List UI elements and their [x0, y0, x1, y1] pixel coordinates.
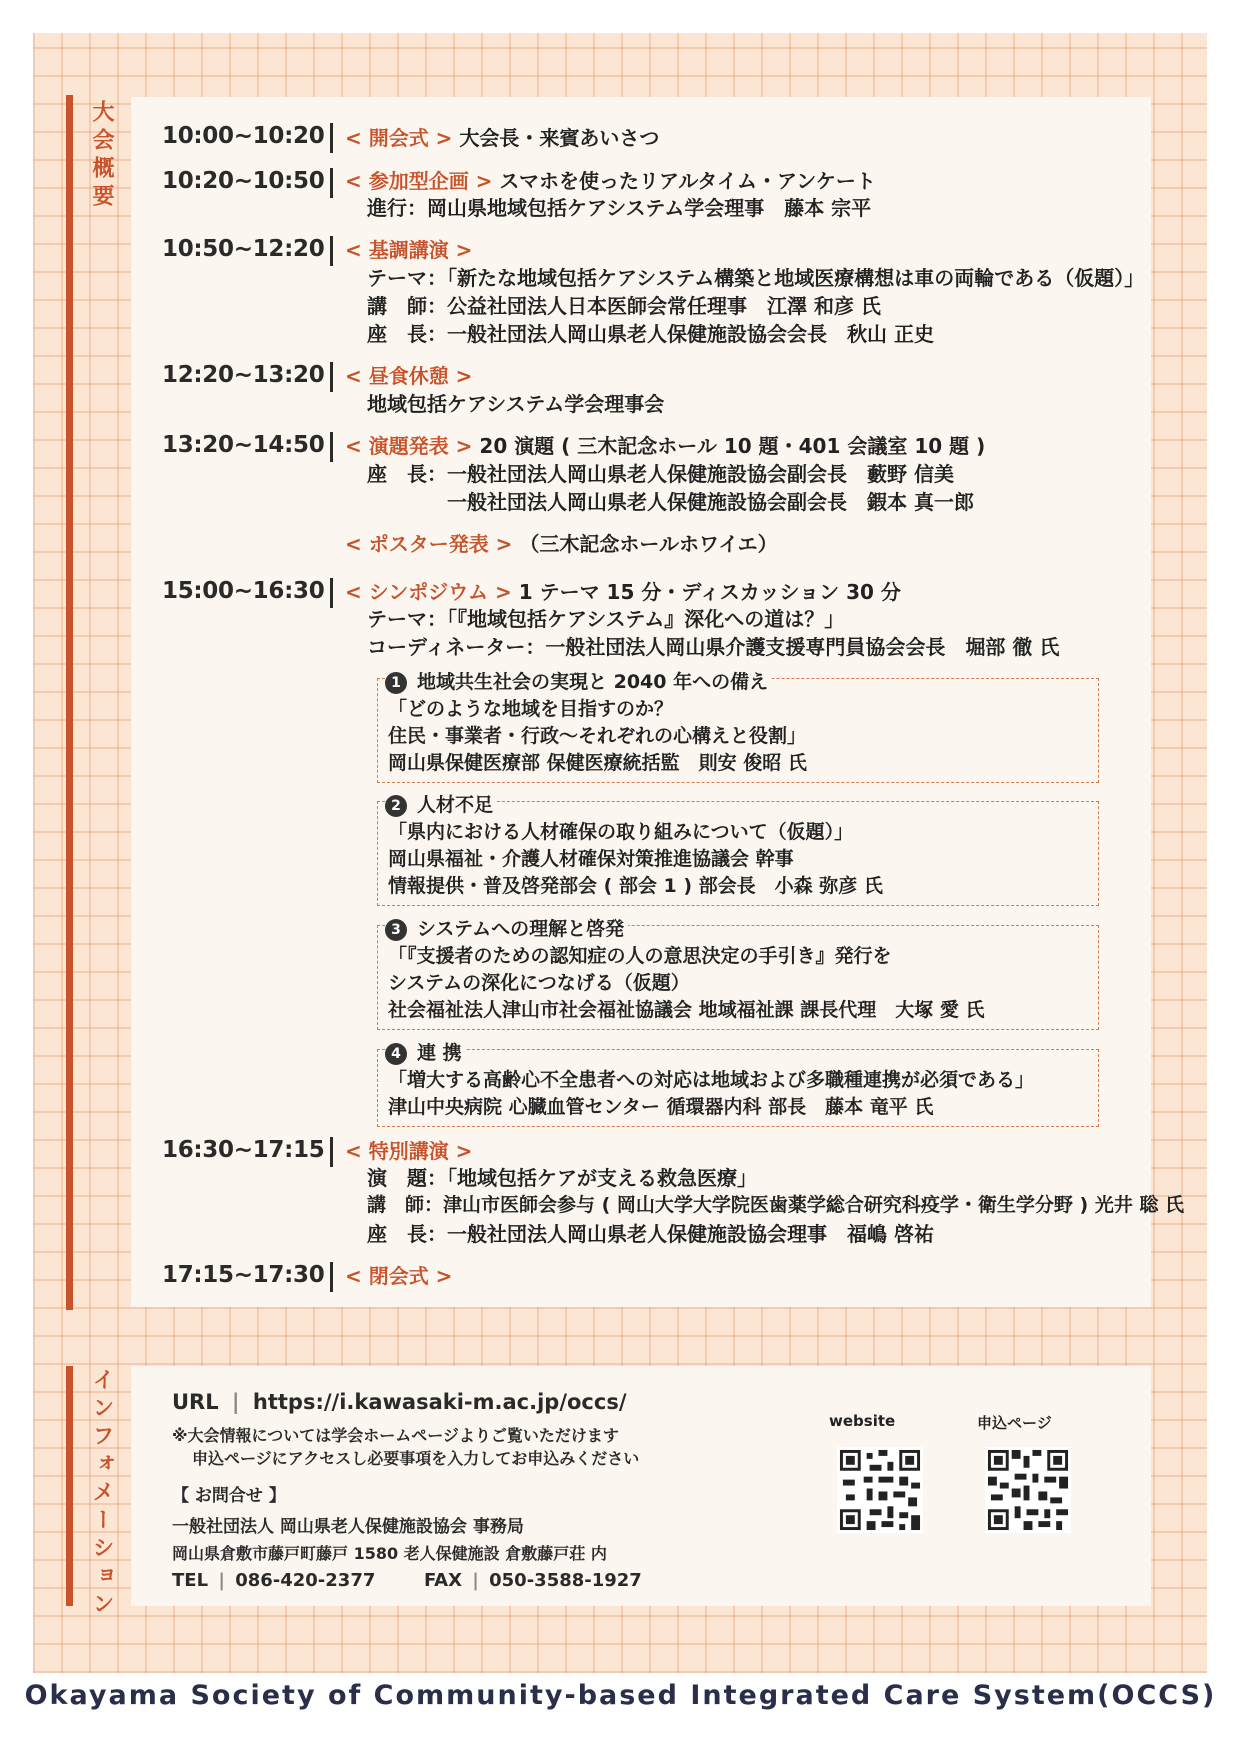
info-note: 申込ページにアクセスし必要事項を入力してお申込みください: [192, 1449, 640, 1468]
url-label: URL: [172, 1390, 219, 1414]
session-detail: 一般社団法人岡山県老人保健施設協会副会長 鍜本 真一郎: [447, 490, 974, 514]
symposium-topic-line: 岡山県保健医療部 保健医療統括監 則安 俊昭 氏: [388, 752, 807, 774]
session-heading: [345, 360, 472, 389]
contact-heading: 【 お問合せ 】: [172, 1486, 286, 1506]
qr-code-icon[interactable]: [985, 1447, 1071, 1533]
symposium-topic-line: システムの深化につなげる（仮題）: [388, 972, 690, 994]
session-detail: 座 長：一般社団法人岡山県老人保健施設協会会長 秋山 正史: [367, 322, 934, 346]
time-slot: 17:15~17:30: [162, 1262, 325, 1288]
session-detail: 講 師：津山市医師会参与 ( 岡山大学大学院医歯薬学総合研究科疫学・衛生学分野 ) 光井 聡 氏: [367, 1194, 1185, 1216]
session-title: 20 演題 ( 三木記念ホール 10 題・401 会議室 10 題 ): [479, 434, 986, 458]
session-detail: 講 師：公益社団法人日本医師会常任理事 江澤 和彦 氏: [367, 294, 881, 318]
session-tag: < 参加型企画 >: [345, 169, 493, 193]
topic-number-badge: 4: [385, 1043, 407, 1065]
topic-number-badge: 1: [385, 672, 407, 694]
fax-label: FAX: [423, 1570, 462, 1591]
organization-footer: Okayama Society of Community-based Integrated Care System(OCCS): [24, 1680, 1217, 1711]
time-slot: 10:50~12:20: [162, 236, 325, 262]
session-tag: < ポスター発表 >: [345, 532, 513, 556]
symposium-topic-line: 「増大する高齢心不全患者への対応は地域および多職種連携が必須である」: [388, 1069, 1035, 1091]
session-heading: [345, 122, 659, 151]
section-title-info: インフォメーション: [89, 1368, 114, 1620]
time-slot: 16:30~17:15: [162, 1137, 325, 1163]
time-slot: 10:00~10:20: [162, 123, 325, 149]
symposium-topic-title: 3 システムへの理解と啓発: [385, 914, 628, 941]
contact-org: 一般社団法人 岡山県老人保健施設協会 事務局: [172, 1517, 524, 1537]
session-title: 大会長・来賓あいさつ: [459, 126, 660, 150]
tel-label: TEL: [172, 1570, 209, 1591]
session-title: （三木記念ホールホワイエ）: [519, 532, 778, 556]
session-heading: [345, 576, 901, 605]
tel-number: 086-420-2377: [235, 1570, 376, 1591]
session-heading: [345, 234, 472, 263]
symposium-topic-line: 住民・事業者・行政～それぞれの心構えと役割」: [388, 725, 807, 747]
session-detail: コーディネーター：一般社団法人岡山県介護支援専門員協会会長 堀部 徹 氏: [367, 635, 1060, 659]
symposium-topic-line: 「県内における人材確保の取り組みについて（仮題）」: [388, 821, 854, 843]
session-tag: < 演題発表 >: [345, 434, 473, 458]
symposium-topic-line: 「『支援者のための認知症の人の意思決定の手引き』発行を: [388, 945, 892, 967]
session-detail: 進行：岡山県地域包括ケアシステム学会理事 藤本 宗平: [367, 196, 872, 220]
qr-apply-label: 申込ページ: [977, 1414, 1052, 1432]
session-detail: テーマ：「新たな地域包括ケアシステム構築と地域医療構想は車の両輪である（仮題）」: [367, 266, 1145, 290]
time-slot: 12:20~13:20: [162, 362, 325, 388]
session-title: スマホを使ったリアルタイム・アンケート: [499, 169, 876, 193]
session-tag: < 基調講演 >: [345, 238, 473, 262]
session-title: 1 テーマ 15 分・ディスカッション 30 分: [518, 580, 901, 604]
session-detail: 座 長：一般社団法人岡山県老人保健施設協会理事 福嶋 啓祐: [367, 1222, 934, 1246]
topic-number-badge: 2: [385, 795, 407, 817]
session-tag: < 閉会式 >: [345, 1264, 453, 1288]
section-title-program: 大会概要: [89, 100, 114, 212]
qr-website-label: website: [829, 1412, 896, 1430]
time-slot: 10:20~10:50: [162, 168, 325, 194]
symposium-topic-line: 岡山県福祉・介護人材確保対策推進協議会 幹事: [388, 848, 794, 870]
session-heading: [345, 165, 876, 194]
session-tag: < シンポジウム >: [345, 580, 512, 604]
sidebar-accent-bar: [66, 1366, 73, 1606]
contact-address: 岡山県倉敷市藤戸町藤戸 1580 老人保健施設 倉敷藤戸荘 内: [172, 1544, 607, 1563]
symposium-topic-title: 4 連 携: [385, 1038, 466, 1065]
poster-heading: [345, 528, 778, 557]
symposium-topic-line: 津山中央病院 心臓血管センター 循環器内科 部長 藤本 竜平 氏: [388, 1096, 934, 1118]
website-url-link[interactable]: https://i.kawasaki-m.ac.jp/occs/: [252, 1390, 627, 1414]
symposium-topic-title: 1 地域共生社会の実現と 2040 年への備え: [385, 667, 772, 694]
session-heading: [345, 1260, 452, 1289]
session-detail: テーマ：「『地域包括ケアシステム』深化への道は？」: [367, 607, 845, 631]
symposium-topic-line: 情報提供・普及啓発部会 ( 部会 1 ) 部会長 小森 弥彦 氏: [388, 875, 883, 897]
symposium-topic-line: 「どのような地域を目指すのか？: [388, 698, 674, 720]
url-row: URL | https://i.kawasaki-m.ac.jp/occs/: [172, 1390, 627, 1414]
session-heading: [345, 1135, 472, 1164]
session-detail: 地域包括ケアシステム学会理事会: [367, 392, 665, 416]
time-slot: 13:20~14:50: [162, 432, 325, 458]
symposium-topic-line: 社会福祉法人津山市社会福祉協議会 地域福祉課 課長代理 大塚 愛 氏: [388, 999, 985, 1021]
topic-number-badge: 3: [385, 919, 407, 941]
session-detail: 座 長：一般社団法人岡山県老人保健施設協会副会長 藪野 信美: [367, 462, 954, 486]
fax-number: 050-3588-1927: [489, 1570, 642, 1591]
session-heading: [345, 430, 985, 459]
time-slot: 15:00~16:30: [162, 578, 325, 604]
session-detail: 演 題：「地域包括ケアが支える救急医療」: [367, 1166, 757, 1190]
contact-phone-row: TEL | 086-420-2377 FAX | 050-3588-1927: [172, 1570, 642, 1591]
sidebar-accent-bar: [66, 95, 73, 1310]
info-note: ※大会情報については学会ホームページよりご覧いただけます: [172, 1426, 619, 1445]
session-tag: < 特別講演 >: [345, 1139, 473, 1163]
session-tag: < 昼食休憩 >: [345, 364, 473, 388]
symposium-topic-title: 2 人材不足: [385, 790, 497, 817]
qr-code-icon[interactable]: [837, 1447, 923, 1533]
session-tag: < 開会式 >: [345, 126, 453, 150]
